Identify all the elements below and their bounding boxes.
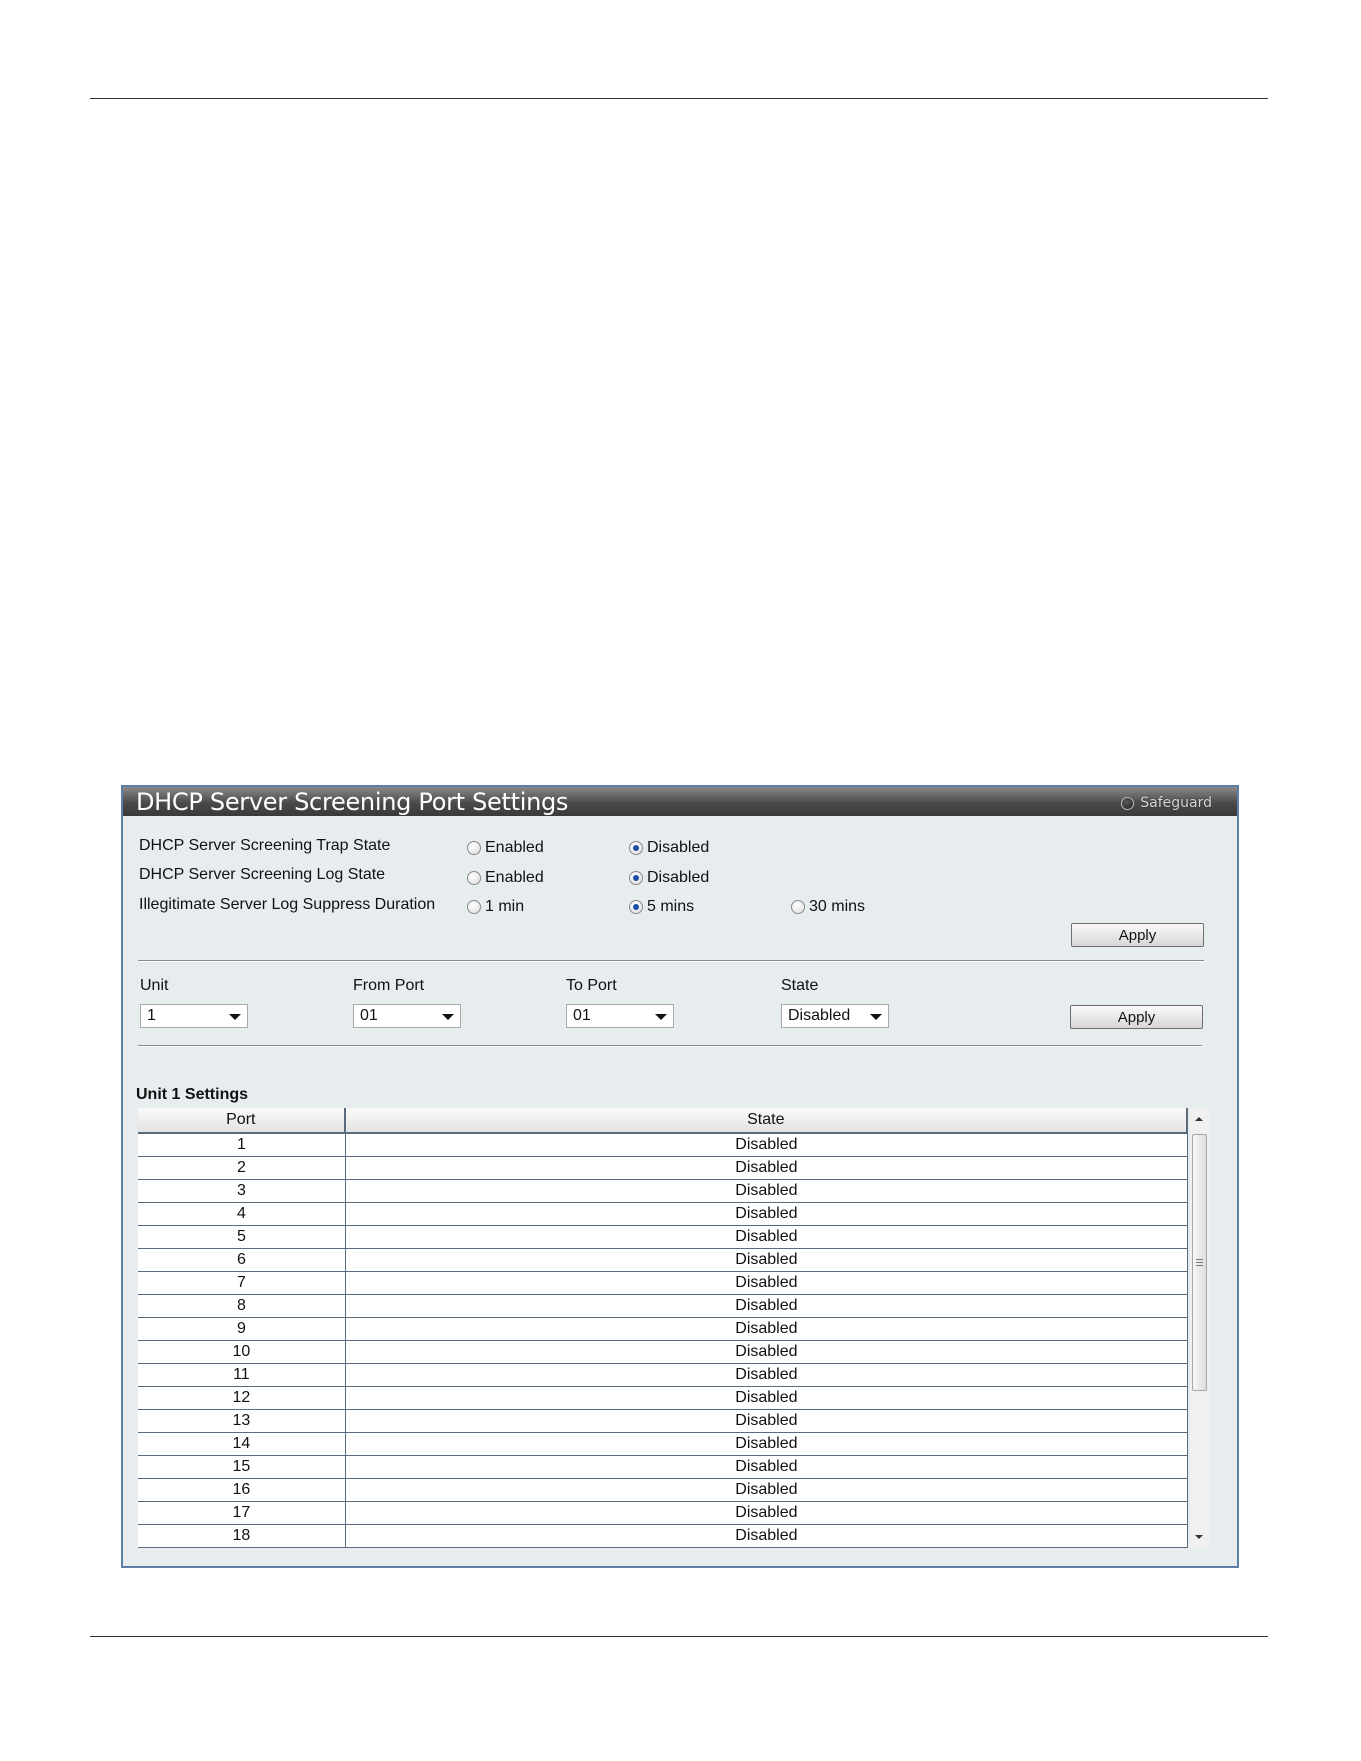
column-header-port[interactable]: Port	[138, 1108, 346, 1132]
table-row	[138, 1410, 1188, 1433]
port-cell: 10	[138, 1341, 346, 1363]
table-row	[138, 1387, 1188, 1410]
from-port-select[interactable]	[353, 1004, 461, 1028]
state-cell: Disabled	[346, 1341, 1188, 1363]
trap-state-disabled-label: Disabled	[647, 839, 710, 856]
state-cell: Disabled	[346, 1387, 1188, 1409]
trap-state-disabled-option[interactable]	[629, 839, 709, 857]
port-cell: 11	[138, 1364, 346, 1386]
chevron-down-icon	[655, 1014, 667, 1020]
to-port-select[interactable]	[566, 1004, 674, 1028]
table-header	[138, 1108, 1188, 1134]
state-cell: Disabled	[346, 1249, 1188, 1271]
to-port-label: To Port	[566, 977, 617, 994]
suppress-1min-label: 1 min	[485, 898, 525, 915]
panel-title-bar	[123, 787, 1237, 816]
table-row	[138, 1226, 1188, 1249]
port-cell: 13	[138, 1410, 346, 1432]
table-row	[138, 1502, 1188, 1525]
from-port-select-value: 01	[360, 1007, 378, 1024]
state-cell: Disabled	[346, 1479, 1188, 1501]
trap-state-disabled-radio[interactable]	[629, 841, 643, 855]
state-cell: Disabled	[346, 1295, 1188, 1317]
state-cell: Disabled	[346, 1134, 1188, 1156]
unit-label: Unit	[140, 977, 169, 994]
port-cell: 8	[138, 1295, 346, 1317]
suppress-30mins-radio[interactable]	[791, 900, 805, 914]
state-cell: Disabled	[346, 1226, 1188, 1248]
to-port-select-value: 01	[573, 1007, 591, 1024]
table-row	[138, 1433, 1188, 1456]
port-cell: 9	[138, 1318, 346, 1340]
table-row	[138, 1295, 1188, 1318]
trap-state-label: DHCP Server Screening Trap State	[139, 837, 391, 854]
dhcp-screening-panel	[121, 785, 1239, 1568]
state-cell: Disabled	[346, 1157, 1188, 1179]
log-state-disabled-label: Disabled	[647, 869, 710, 886]
state-cell: Disabled	[346, 1364, 1188, 1386]
state-cell: Disabled	[346, 1456, 1188, 1478]
suppress-5mins-label: 5 mins	[647, 898, 695, 915]
port-cell: 6	[138, 1249, 346, 1271]
table-row	[138, 1479, 1188, 1502]
page-top-rule	[90, 98, 1268, 99]
table-row	[138, 1456, 1188, 1479]
state-cell: Disabled	[346, 1180, 1188, 1202]
from-port-label: From Port	[353, 977, 425, 994]
suppress-5mins-option[interactable]	[629, 898, 694, 916]
table-row	[138, 1180, 1188, 1203]
state-cell: Disabled	[346, 1525, 1188, 1547]
table-row	[138, 1318, 1188, 1341]
panel-title: DHCP Server Screening Port Settings	[136, 788, 569, 816]
state-cell: Disabled	[346, 1410, 1188, 1432]
trap-state-enabled-radio[interactable]	[467, 841, 481, 855]
table-row	[138, 1525, 1188, 1548]
state-cell: Disabled	[346, 1203, 1188, 1225]
log-state-label: DHCP Server Screening Log State	[139, 866, 386, 883]
scrollbar-thumb[interactable]	[1192, 1134, 1207, 1391]
suppress-duration-label: Illegitimate Server Log Suppress Duration	[139, 896, 436, 913]
state-select[interactable]	[781, 1004, 889, 1028]
port-cell: 12	[138, 1387, 346, 1409]
table-scrollbar[interactable]	[1190, 1108, 1209, 1548]
state-select-value: Disabled	[788, 1007, 851, 1024]
chevron-down-icon	[229, 1014, 241, 1020]
unit-settings-title: Unit 1 Settings	[136, 1086, 249, 1103]
trap-state-enabled-label: Enabled	[485, 839, 544, 856]
port-apply-button[interactable]: Apply	[1070, 1005, 1203, 1029]
table-row	[138, 1272, 1188, 1295]
port-cell: 4	[138, 1203, 346, 1225]
safeguard-label: Safeguard	[1140, 795, 1212, 811]
state-cell: Disabled	[346, 1502, 1188, 1524]
state-cell: Disabled	[346, 1272, 1188, 1294]
global-apply-button[interactable]: Apply	[1071, 923, 1204, 947]
port-cell: 15	[138, 1456, 346, 1478]
section-divider	[138, 960, 1204, 962]
suppress-30mins-label: 30 mins	[809, 898, 866, 915]
scroll-down-arrow-icon[interactable]	[1190, 1528, 1209, 1546]
table-row	[138, 1249, 1188, 1272]
section-divider	[138, 1045, 1202, 1047]
state-cell: Disabled	[346, 1433, 1188, 1455]
scroll-up-arrow-icon[interactable]	[1190, 1110, 1209, 1128]
suppress-5mins-radio[interactable]	[629, 900, 643, 914]
port-cell: 7	[138, 1272, 346, 1294]
trap-state-enabled-option[interactable]	[467, 839, 544, 857]
log-state-disabled-option[interactable]	[629, 869, 709, 887]
port-cell: 18	[138, 1525, 346, 1547]
port-cell: 16	[138, 1479, 346, 1501]
log-state-enabled-option[interactable]	[467, 869, 544, 887]
suppress-1min-radio[interactable]	[467, 900, 481, 914]
page-bottom-rule	[90, 1636, 1268, 1637]
suppress-30mins-option[interactable]	[791, 898, 865, 916]
table-row	[138, 1364, 1188, 1387]
port-cell: 3	[138, 1180, 346, 1202]
port-cell: 14	[138, 1433, 346, 1455]
table-row	[138, 1134, 1188, 1157]
table-row	[138, 1341, 1188, 1364]
port-cell: 5	[138, 1226, 346, 1248]
log-state-enabled-radio[interactable]	[467, 871, 481, 885]
chevron-down-icon	[870, 1014, 882, 1020]
port-settings-table	[138, 1108, 1209, 1548]
table-row	[138, 1157, 1188, 1180]
state-cell: Disabled	[346, 1318, 1188, 1340]
suppress-1min-option[interactable]	[467, 898, 524, 916]
safeguard-status-icon	[1121, 797, 1134, 810]
port-cell: 1	[138, 1134, 346, 1156]
table-body	[138, 1134, 1188, 1548]
log-state-enabled-label: Enabled	[485, 869, 544, 886]
chevron-down-icon	[442, 1014, 454, 1020]
unit-select-value: 1	[147, 1007, 156, 1024]
column-header-state[interactable]: State	[346, 1108, 1188, 1132]
port-cell: 2	[138, 1157, 346, 1179]
table-row	[138, 1203, 1188, 1226]
log-state-disabled-radio[interactable]	[629, 871, 643, 885]
safeguard-indicator	[1121, 795, 1212, 811]
state-label: State	[781, 977, 819, 994]
unit-select[interactable]	[140, 1004, 248, 1028]
grip-icon	[1196, 1259, 1203, 1267]
port-cell: 17	[138, 1502, 346, 1524]
